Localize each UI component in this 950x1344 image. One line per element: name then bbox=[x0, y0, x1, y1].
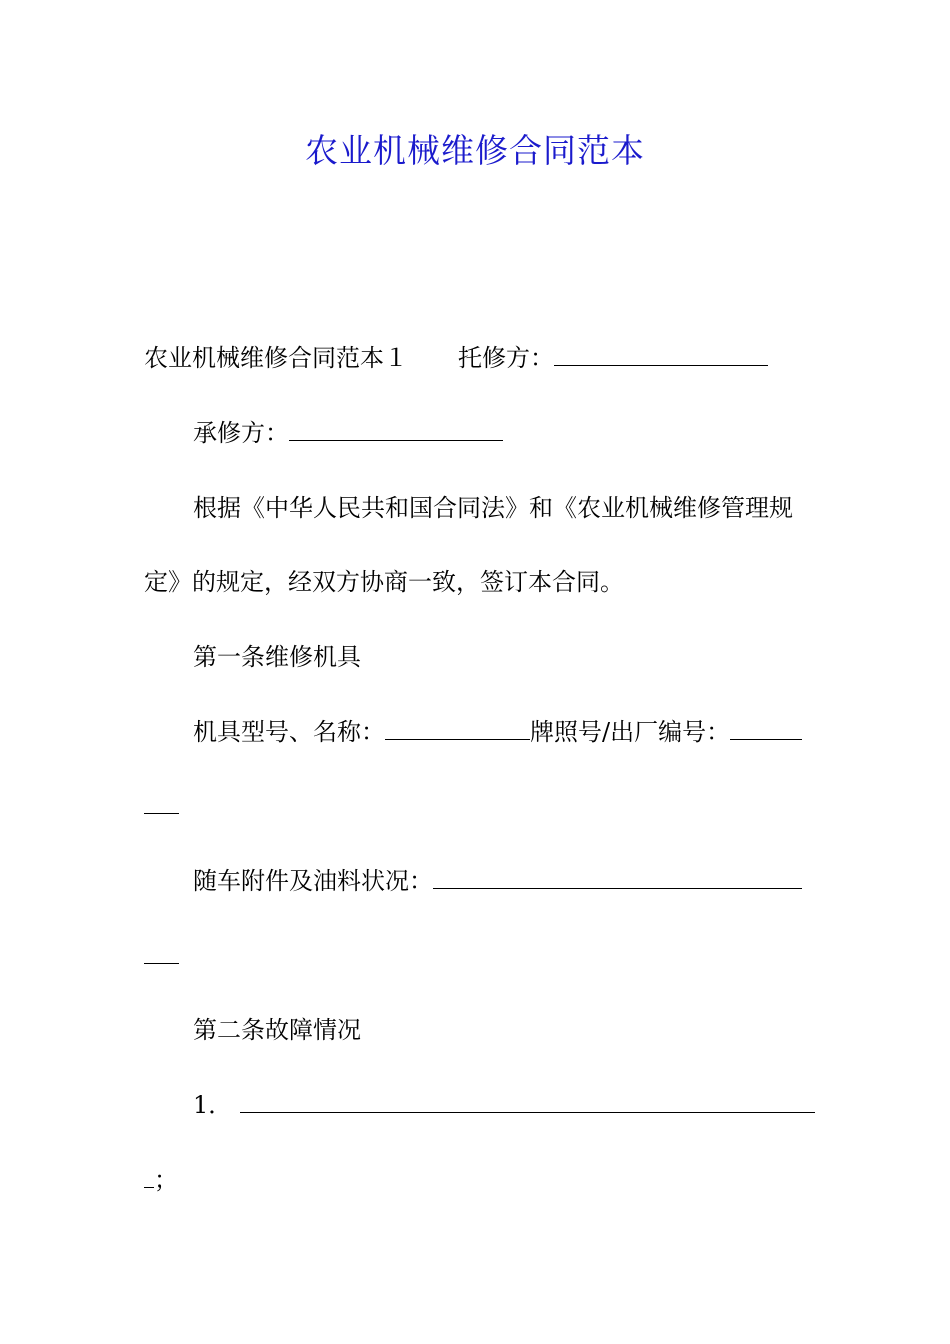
fault-item-1-end: ； bbox=[154, 1166, 178, 1194]
contractor-blank bbox=[289, 418, 503, 441]
fault-item-1-line bbox=[193, 1087, 815, 1123]
accessories-blank bbox=[433, 866, 802, 889]
accessories-blank-tail bbox=[144, 941, 179, 964]
document-title: 农业机械维修合同范本 bbox=[305, 131, 645, 170]
preamble-line-1: 根据《中华人民共和国合同法》和《农业机械维修管理规 bbox=[193, 494, 793, 522]
plate-label: 牌照号/出厂编号： bbox=[530, 718, 731, 746]
article-2-title: 第二条故障情况 bbox=[193, 1016, 361, 1044]
plate-blank bbox=[730, 717, 802, 740]
contractor-label: 承修方： bbox=[193, 419, 289, 447]
machine-model-blank bbox=[385, 717, 530, 740]
accessories-line bbox=[193, 863, 802, 899]
contractor-line bbox=[193, 415, 503, 451]
plate-blank-continuation bbox=[144, 788, 179, 824]
fault-item-1-blank bbox=[240, 1090, 815, 1113]
machine-line bbox=[193, 714, 802, 750]
client-label: 托修方： bbox=[458, 344, 554, 372]
contract-heading-line bbox=[144, 340, 768, 376]
accessories-label: 随车附件及油料状况： bbox=[193, 867, 433, 895]
client-blank bbox=[554, 343, 768, 366]
contract-heading: 农业机械维修合同范本１ bbox=[144, 344, 408, 372]
fault-item-1-label: 1． bbox=[193, 1091, 233, 1119]
fault-item-1-blank-tail bbox=[144, 1165, 154, 1188]
accessories-blank-continuation bbox=[144, 938, 179, 974]
preamble-line-2: 定》的规定，经双方协商一致，签订本合同。 bbox=[144, 568, 624, 596]
machine-model-label: 机具型号、名称： bbox=[193, 718, 385, 746]
article-1-title: 第一条维修机具 bbox=[193, 643, 361, 671]
plate-blank-tail bbox=[144, 791, 179, 814]
fault-item-1-continuation bbox=[144, 1162, 178, 1198]
